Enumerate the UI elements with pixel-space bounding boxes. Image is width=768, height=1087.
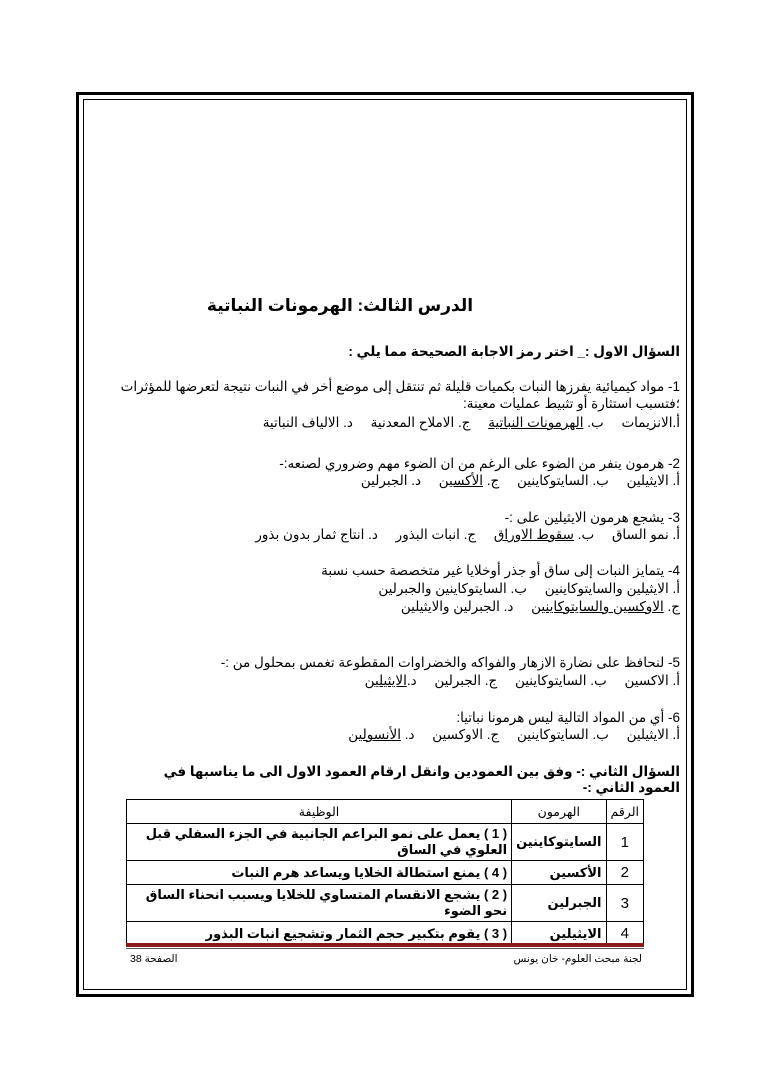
option-a: أ. الايثيلين والسايتوكاينين [544,581,680,596]
q1-item3-options [120,527,680,543]
row-hormone: الأكسين [512,861,606,885]
option-b: ب. السايتوكاينين [517,473,609,488]
table-row [127,922,644,946]
header-function: الوظيفة [127,800,512,824]
table-row [127,824,644,861]
q1-item2-stem: 2- هرمون ينفر من الضوء على الرغم من ان الضوء مهم وضروري لصنعه:- [279,456,680,471]
option-d: د. الالياف النباتية [262,415,353,430]
q1-item4-options-row1 [120,581,680,597]
option-d: د. الجبرلين [360,473,421,488]
question-1-heading: السؤال الاول :_ اختر رمز الاجابة الصحيحة مما يلي : [348,344,680,359]
option-d-label: د. [406,673,417,688]
row-hormone: الجبرلين [512,885,606,922]
row-function: ( 3 ) يقوم بتكبير حجم الثمار وتشجيع انبات البذور [127,922,512,946]
option-b: ب. السايتوكاينين والجبرلين [378,581,527,596]
option-d-answer: الأنسولين [348,727,401,742]
option-b-answer: سقوط الاوراق [493,527,574,542]
option-b: ب. السايتوكاينين [517,727,609,742]
option-c-label: ج. [486,473,500,488]
option-c: ج. الاوكسين [432,727,500,742]
q1-item3-stem: 3- يشجع هرمون الايثيلين على :- [504,510,680,525]
option-c: ج. الجبرلين [434,673,498,688]
footer-committee: لجنة مبحث العلوم- خان يونس [513,953,642,965]
footer-divider [126,943,644,947]
q1-item1-stem: 1- مواد كيميائية يفرزها النبات بكميات قليلة ثم تنتقل إلى موضع أخر في النبات نتيجة لتعرضها للمؤثرات [120,379,680,394]
row-function: ( 4 ) يمنع استطالة الخلايا ويساعد هرم النبات [127,861,512,885]
question-2-heading: السؤال الثاني :- وفق بين العمودين وانقل ارقام العمود الاول الى ما يناسبها في العمود الثاني :- [163,764,680,795]
q1-item6-stem: 6- أي من المواد التالية ليس هرمونا نباتيا: [456,710,680,725]
row-num: 1 [606,824,643,861]
option-a: أ. الاكسين [624,673,680,688]
table-row [127,885,644,922]
matching-table [126,799,644,946]
q1-item1-options [120,415,680,431]
table-row [127,861,644,885]
option-a: أ. نمو الساق [611,527,680,542]
q1-item4-stem: 4- يتمايز النبات إلى ساق أو جذر أوخلايا غير متخصصة حسب نسبة [321,563,680,578]
row-num: 2 [606,861,643,885]
q1-item5-options [120,673,680,689]
row-hormone: الايثيلين [512,922,606,946]
option-d: د. انتاج ثمار بدون بذور [255,527,378,542]
row-hormone: السايتوكاينين [512,824,606,861]
header-hormone: الهرمون [512,800,606,824]
option-a: أ. الايثيلين [626,473,680,488]
option-c: ج. انبات البذور [395,527,477,542]
option-d-label: د. [404,727,415,742]
header-num: الرقم [606,800,643,824]
q1-item2-options [120,473,680,489]
q1-item4-options-row2 [120,599,680,615]
option-c-answer: الاوكسين والسايتوكاينين [531,599,664,614]
option-b-label: ب. [577,527,595,542]
row-num: 3 [606,885,643,922]
option-c-answer: الأكسين [438,473,484,488]
q1-item1-stem-cont: ؛فتسبب استثارة أو تثبيط عمليات معينة: [462,396,680,411]
option-c-label: ج. [667,599,680,614]
table-header-row [127,800,644,824]
option-a: أ. الايثيلين [626,727,680,742]
row-num: 4 [606,922,643,946]
option-b-answer: الهرمونات النباتية [488,415,584,430]
footer-page-number: الصفحة 38 [130,953,178,965]
option-a: أ.الانزيمات [621,415,680,430]
option-b-label: ب. [587,415,604,430]
footer-divider-thin [126,948,644,949]
q1-item5-stem: 5- لنحافظ على نضارة الازهار والفواكه والخضراوات المقطوعة تغمس بمحلول من :- [220,655,680,670]
option-d-answer: الايثيلين [364,673,407,688]
option-d: د. الجبرلين والايثيلين [400,599,514,614]
lesson-title: الدرس الثالث: الهرمونات النباتية [206,296,474,315]
row-function: ( 1 ) يعمل على نمو البراعم الجانبية في الجزء السفلي قبل العلوي في الساق [127,824,512,861]
q1-item6-options [120,727,680,743]
option-b: ب. السايتوكاينين [514,673,607,688]
option-c: ج. الاملاح المعدنية [370,415,471,430]
row-function: ( 2 ) يشجع الانقسام المتساوي للخلايا ويسبب انحناء الساق نحو الضوء [127,885,512,922]
